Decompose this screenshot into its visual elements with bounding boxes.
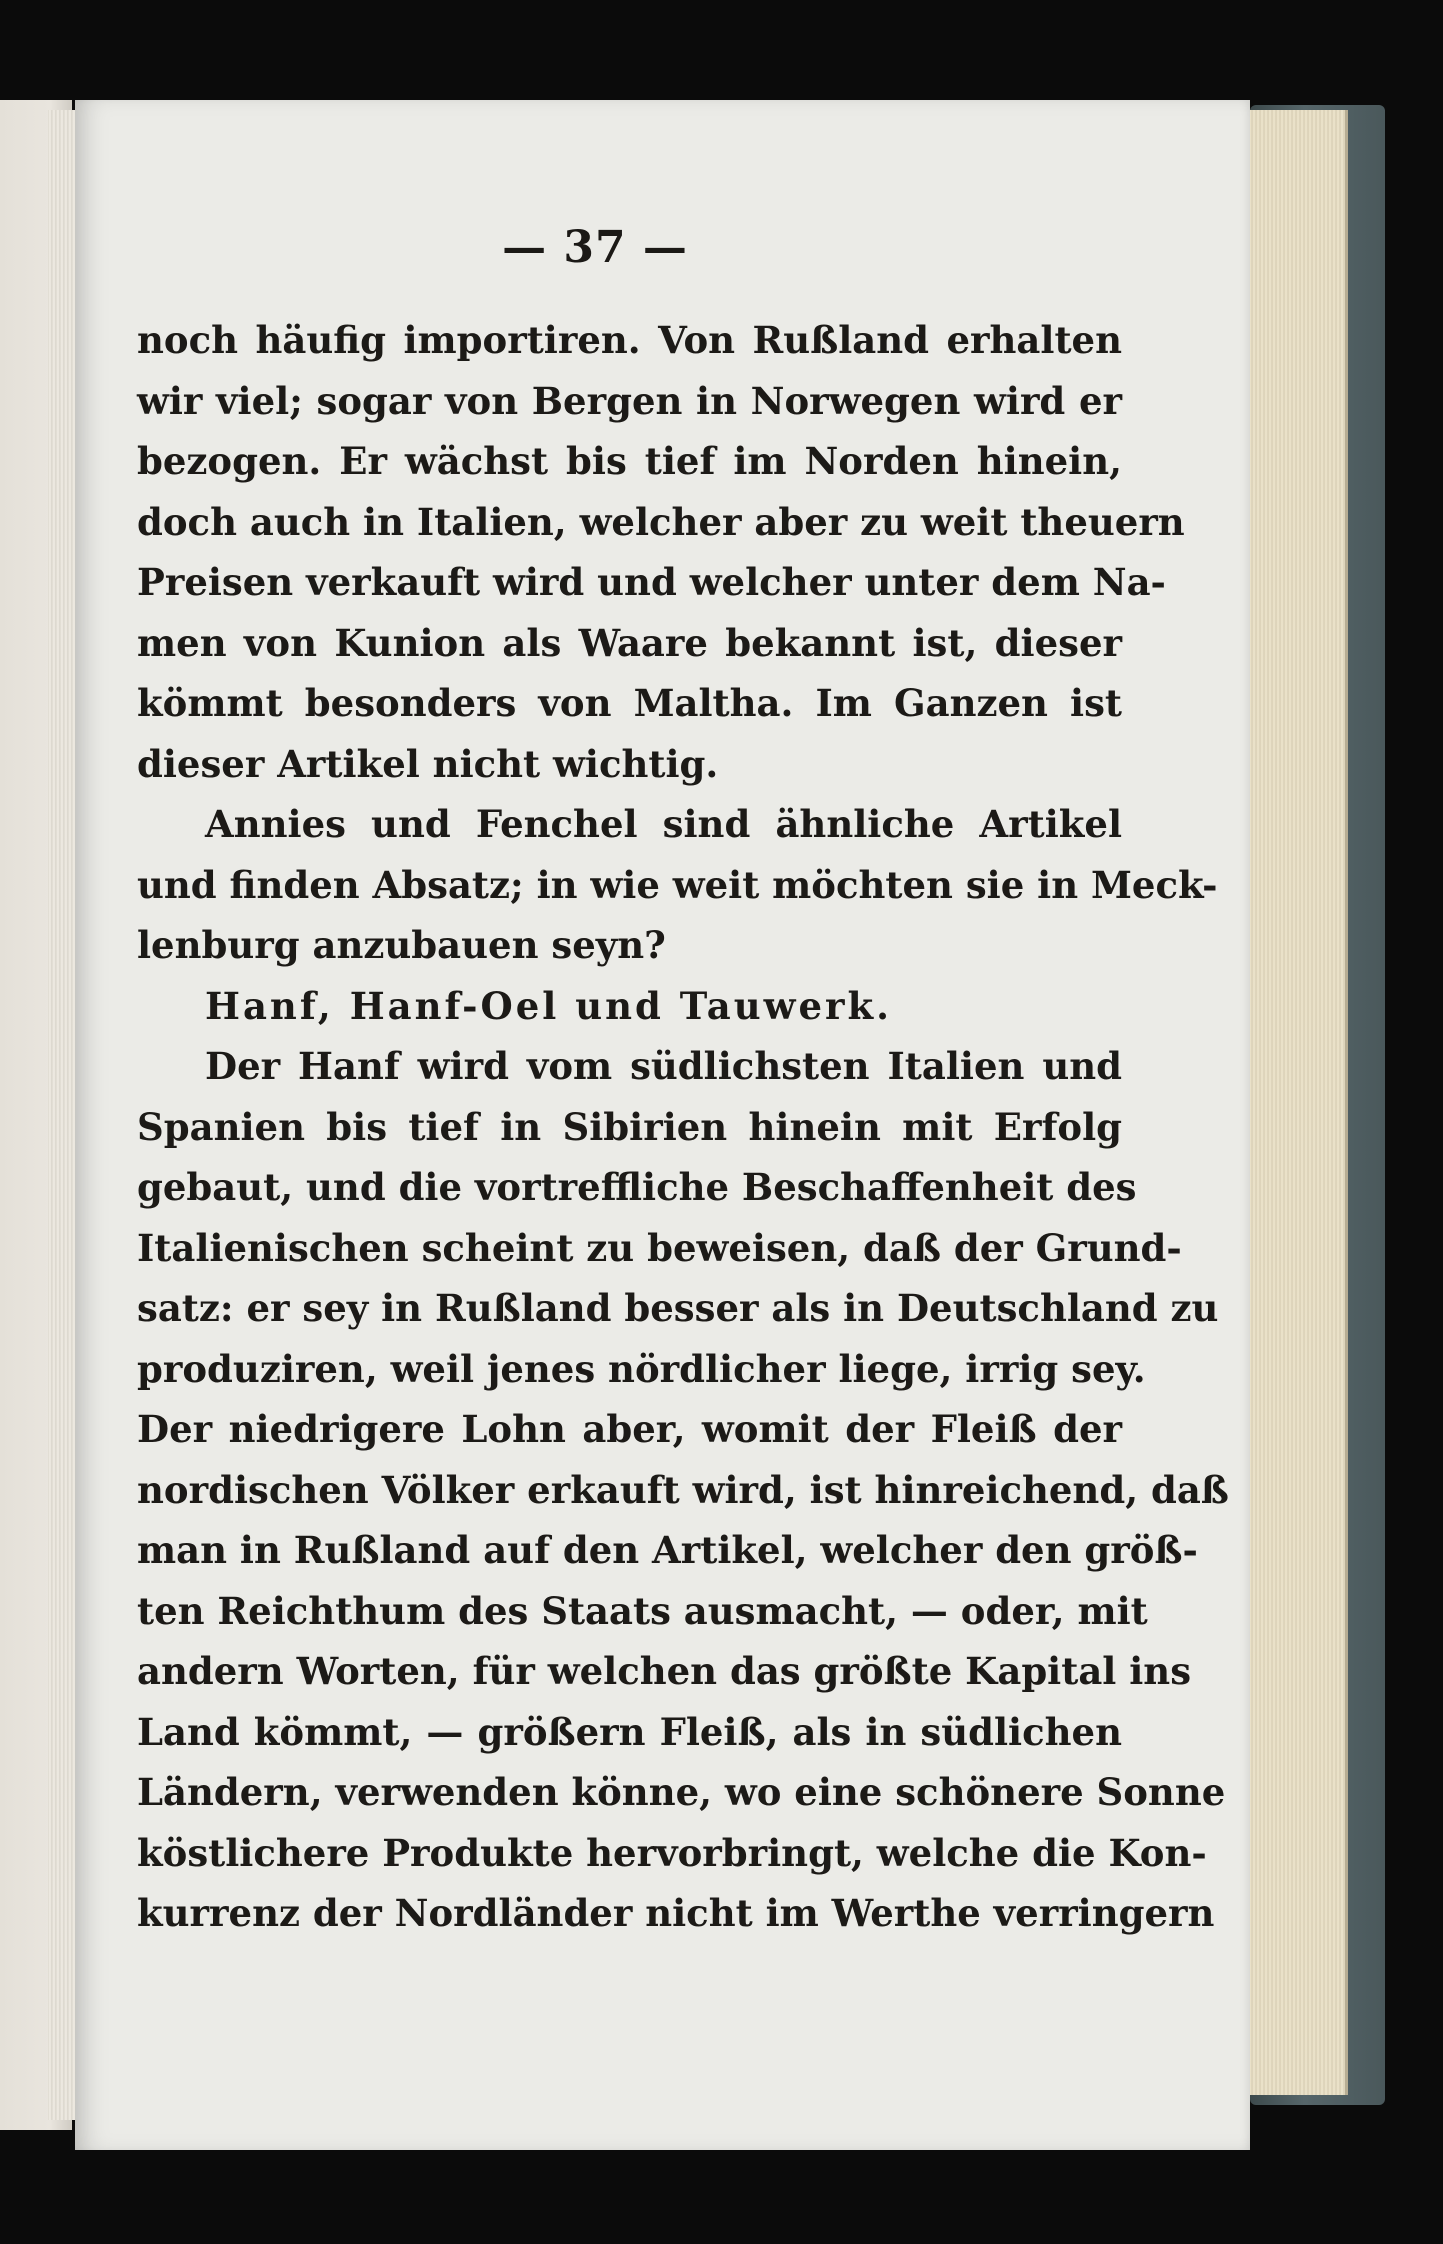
text-line: Ländern, verwenden könne, wo eine schönere Sonne [137,1770,1226,1814]
text-line: dieser Artikel nicht wichtig. [137,741,719,786]
text-line: satz: er sey in Rußland besser als in Deutschland zu [137,1286,1219,1330]
book-page [75,100,1250,2150]
text-line: man in Rußland auf den Artikel, welcher den größ- [137,1528,1198,1572]
text-line: noch häufig importiren. Von Rußland erhalten [137,318,1122,362]
text-line: Spanien bis tief in Sibirien hinein mit Erfolg [137,1104,1122,1149]
text-line: Land kömmt, — größern Fleiß, als in südlichen [137,1709,1122,1754]
text-line: doch auch in Italien, welcher aber zu weit theuern [137,499,1185,544]
text-line: lenburg anzubauen seyn? [137,923,666,967]
text-line: bezogen. Er wächst bis tief im Norden hinein, [137,439,1122,483]
text-line: men von Kunion als Waare bekannt ist, dieser [137,620,1122,665]
text-line: wir viel; sogar von Bergen in Norwegen wird er [137,378,1122,423]
left-page-edge [48,110,78,2120]
text-line: ten Reichthum des Staats ausmacht, — oder, mit [137,1588,1148,1633]
body-text [137,310,1229,1944]
text-line: kurrenz der Nordländer nicht im Werthe verringern [137,1891,1215,1935]
text-line: Italienischen scheint zu beweisen, daß der Grund- [137,1225,1182,1270]
text-line: nordischen Völker erkauft wird, ist hinreichend, daß [137,1467,1229,1512]
text-line: andern Worten, für welchen das größte Kapital ins [137,1649,1192,1693]
page-edges [1240,110,1348,2095]
text-line: produziren, weil jenes nördlicher liege, irrig sey. [137,1346,1146,1391]
text-line: gebaut, und die vortreffliche Beschaffenheit des [137,1165,1137,1209]
text-line: Der Hanf wird vom südlichsten Italien und [205,1044,1122,1088]
text-line: Preisen verkauft wird und welcher unter dem Na- [137,560,1166,604]
text-line: Annies und Fenchel sind ähnliche Artikel [205,802,1122,846]
text-line: und finden Absatz; in wie weit möchten sie in Meck- [137,862,1218,907]
page-number: — 37 — [502,222,688,273]
text-line: Der niedrigere Lohn aber, womit der Fleiß der [137,1407,1122,1451]
text-line: köstlichere Produkte hervorbringt, welche die Kon- [137,1830,1207,1875]
section-heading: Hanf, Hanf-Oel und Tauwerk. [205,983,893,1028]
text-line: kömmt besonders von Maltha. Im Ganzen ist [137,681,1122,725]
